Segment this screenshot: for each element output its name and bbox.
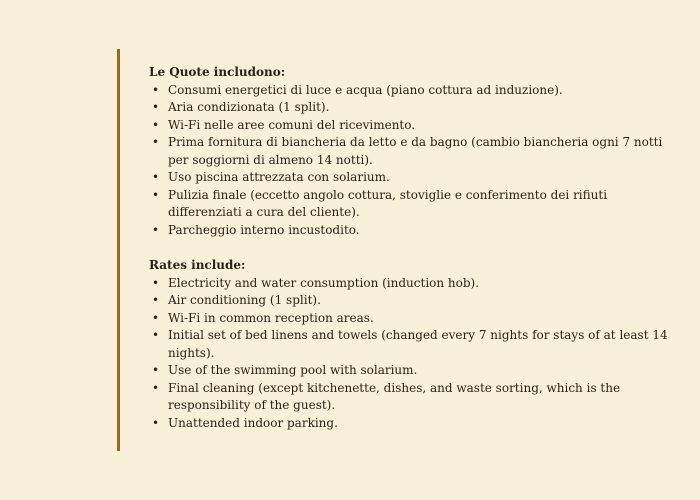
list-item: • Electricity and water consumption (induction hob). <box>149 275 669 293</box>
list-item: • Wi-Fi nelle aree comuni del ricevimento. <box>149 117 669 135</box>
section-heading-italian: Le Quote includono: <box>149 65 286 79</box>
vertical-accent-rule <box>117 49 120 451</box>
list-item: • Final cleaning (except kitchenette, dishes, and waste sorting, which is the responsibility of the guest). <box>149 380 669 415</box>
list-item: • Use of the swimming pool with solarium. <box>149 362 669 380</box>
list-item: • Prima fornitura di biancheria da letto e da bagno (cambio biancheria ogni 7 notti per soggiorni di almeno 14 notti). <box>149 134 669 169</box>
list-item: • Initial set of bed linens and towels (changed every 7 nights for stays of at least 14 nights). <box>149 327 669 362</box>
inclusions-list-italian <box>149 82 669 240</box>
section-heading-english: Rates include: <box>149 258 246 272</box>
list-item: • Uso piscina attrezzata con solarium. <box>149 169 669 187</box>
list-item: • Pulizia finale (eccetto angolo cottura, stoviglie e conferimento dei rifiuti differenziati a cura del cliente). <box>149 187 669 222</box>
section-italian <box>149 64 669 239</box>
rates-content <box>149 64 669 432</box>
inclusions-list-english <box>149 275 669 433</box>
list-item: • Unattended indoor parking. <box>149 415 669 433</box>
list-item: • Wi-Fi in common reception areas. <box>149 310 669 328</box>
section-english <box>149 257 669 432</box>
list-item: • Aria condizionata (1 split). <box>149 99 669 117</box>
list-item: • Parcheggio interno incustodito. <box>149 222 669 240</box>
list-item: • Air conditioning (1 split). <box>149 292 669 310</box>
list-item: • Consumi energetici di luce e acqua (piano cottura ad induzione). <box>149 82 669 100</box>
